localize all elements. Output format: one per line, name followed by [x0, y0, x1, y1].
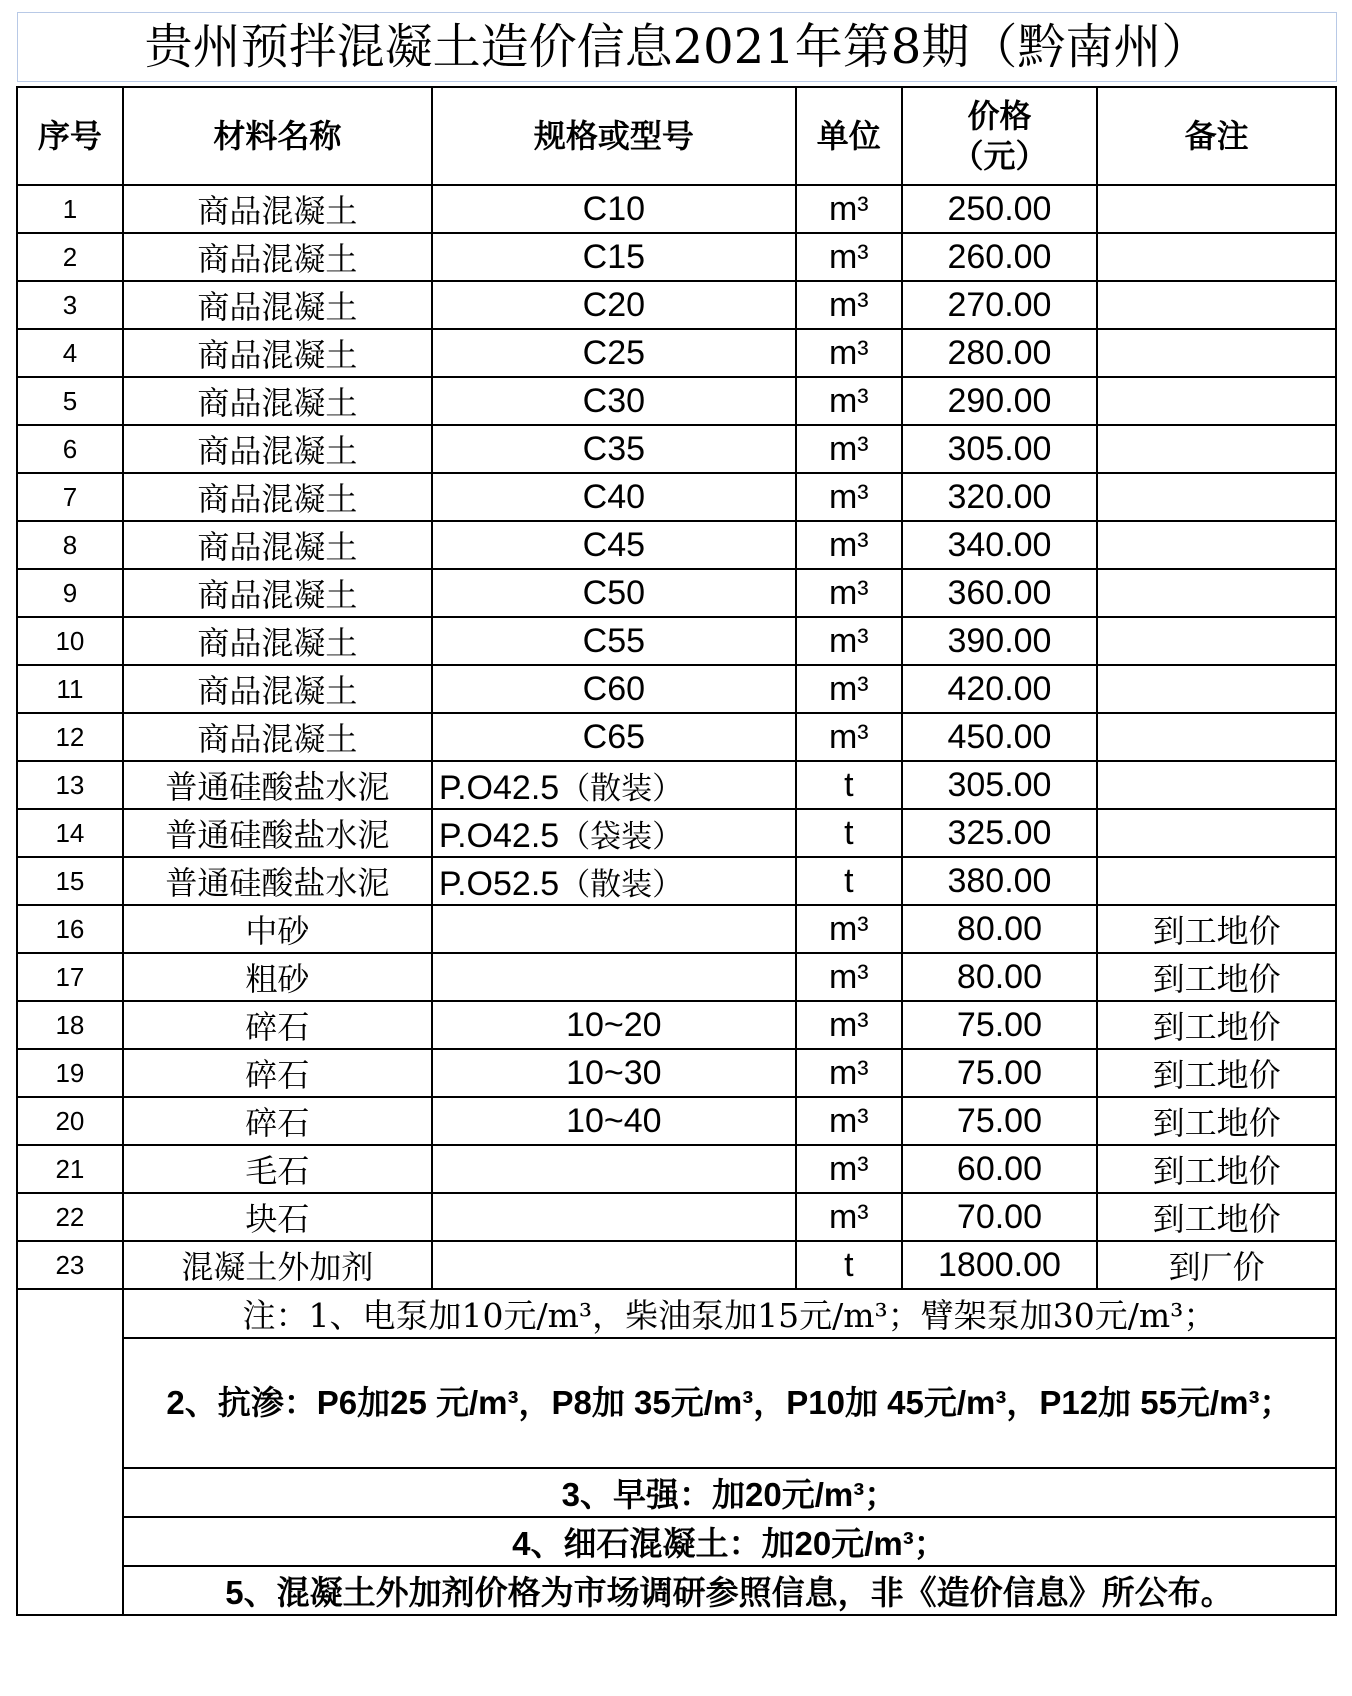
row-spec: C55 [432, 617, 796, 665]
header-name: 材料名称 [123, 87, 432, 185]
table-row [17, 617, 1336, 665]
row-note [1097, 377, 1336, 425]
row-spec: C15 [432, 233, 796, 281]
row-note [1097, 521, 1336, 569]
row-price: 305.00 [902, 425, 1098, 473]
row-unit: t [796, 1241, 902, 1289]
header-note: 备注 [1097, 87, 1336, 185]
row-material-name: 商品混凝土 [123, 569, 432, 617]
table-row [17, 857, 1336, 905]
row-no: 13 [17, 761, 123, 809]
row-no: 11 [17, 665, 123, 713]
row-no: 12 [17, 713, 123, 761]
row-unit: m³ [796, 1001, 902, 1049]
row-material-name: 混凝土外加剂 [123, 1241, 432, 1289]
table-row [17, 1193, 1336, 1241]
row-price: 260.00 [902, 233, 1098, 281]
row-unit: m³ [796, 473, 902, 521]
row-no: 23 [17, 1241, 123, 1289]
table-row [17, 1001, 1336, 1049]
row-spec [432, 857, 796, 905]
row-unit: m³ [796, 425, 902, 473]
table-row [17, 377, 1336, 425]
note-1: 注：1、电泵加10元/m³，柴油泵加15元/m³；臂架泵加30元/m³； [123, 1289, 1336, 1338]
row-material-name: 商品混凝土 [123, 617, 432, 665]
table-row [17, 1145, 1336, 1193]
table-row [17, 713, 1336, 761]
price-table [16, 86, 1337, 1616]
row-note: 到工地价 [1097, 1049, 1336, 1097]
row-no: 14 [17, 809, 123, 857]
row-note [1097, 857, 1336, 905]
row-spec-packing: （散装） [559, 770, 684, 807]
row-note: 到工地价 [1097, 1145, 1336, 1193]
row-note [1097, 233, 1336, 281]
row-price: 280.00 [902, 329, 1098, 377]
row-note [1097, 329, 1336, 377]
row-unit: m³ [796, 617, 902, 665]
row-unit: m³ [796, 665, 902, 713]
table-row [17, 521, 1336, 569]
row-unit: m³ [796, 1049, 902, 1097]
row-material-name: 碎石 [123, 1049, 432, 1097]
row-note: 到工地价 [1097, 1193, 1336, 1241]
row-spec: C60 [432, 665, 796, 713]
row-no: 22 [17, 1193, 123, 1241]
row-unit: m³ [796, 953, 902, 1001]
row-spec [432, 905, 796, 953]
row-no: 9 [17, 569, 123, 617]
row-material-name: 商品混凝土 [123, 521, 432, 569]
row-price: 1800.00 [902, 1241, 1098, 1289]
row-material-name: 毛石 [123, 1145, 432, 1193]
row-spec: 10~30 [432, 1049, 796, 1097]
row-material-name: 商品混凝土 [123, 713, 432, 761]
row-price: 360.00 [902, 569, 1098, 617]
table-row [17, 569, 1336, 617]
row-unit: t [796, 809, 902, 857]
row-price: 390.00 [902, 617, 1098, 665]
table-row [17, 665, 1336, 713]
row-spec-grade: P.O42.5 [438, 768, 560, 807]
row-spec: 10~40 [432, 1097, 796, 1145]
row-no: 21 [17, 1145, 123, 1193]
table-row [17, 1097, 1336, 1145]
row-spec [432, 809, 796, 857]
header-price-line2: （元） [951, 137, 1048, 175]
table-row [17, 809, 1336, 857]
table-body [17, 185, 1336, 1289]
row-price: 340.00 [902, 521, 1098, 569]
header-price-line1: 价格 [967, 97, 1032, 135]
row-price: 420.00 [902, 665, 1098, 713]
row-spec [432, 1241, 796, 1289]
row-spec-grade: P.O42.5 [438, 816, 560, 855]
row-unit: m³ [796, 1097, 902, 1145]
row-material-name: 块石 [123, 1193, 432, 1241]
table-row [17, 761, 1336, 809]
header-no: 序号 [17, 87, 123, 185]
notes-blank-cell [17, 1289, 123, 1615]
row-spec: C45 [432, 521, 796, 569]
row-price: 75.00 [902, 1097, 1098, 1145]
row-no: 2 [17, 233, 123, 281]
row-price: 250.00 [902, 185, 1098, 233]
row-note [1097, 617, 1336, 665]
row-note [1097, 473, 1336, 521]
row-price: 325.00 [902, 809, 1098, 857]
table-row [17, 473, 1336, 521]
row-spec: 10~20 [432, 1001, 796, 1049]
header-row [17, 87, 1336, 185]
row-spec [432, 1193, 796, 1241]
row-price: 305.00 [902, 761, 1098, 809]
row-spec: C65 [432, 713, 796, 761]
row-spec [432, 953, 796, 1001]
row-spec-packing: （散装） [559, 866, 684, 903]
row-spec: C10 [432, 185, 796, 233]
row-unit: m³ [796, 185, 902, 233]
row-spec [432, 761, 796, 809]
notes-section [17, 1289, 1336, 1615]
row-no: 17 [17, 953, 123, 1001]
row-price: 70.00 [902, 1193, 1098, 1241]
row-material-name: 商品混凝土 [123, 185, 432, 233]
row-unit: m³ [796, 377, 902, 425]
row-note [1097, 809, 1336, 857]
row-material-name: 商品混凝土 [123, 233, 432, 281]
row-unit: m³ [796, 329, 902, 377]
row-no: 3 [17, 281, 123, 329]
table-row [17, 953, 1336, 1001]
row-note: 到工地价 [1097, 1001, 1336, 1049]
table-row [17, 329, 1336, 377]
row-note: 到工地价 [1097, 905, 1336, 953]
row-spec: C40 [432, 473, 796, 521]
row-material-name: 商品混凝土 [123, 425, 432, 473]
row-material-name: 商品混凝土 [123, 281, 432, 329]
note-3: 3、早强：加20元/m³； [123, 1468, 1336, 1517]
table-row [17, 185, 1336, 233]
row-spec: C50 [432, 569, 796, 617]
table-row [17, 425, 1336, 473]
row-no: 20 [17, 1097, 123, 1145]
header-price [902, 87, 1098, 185]
row-material-name: 中砂 [123, 905, 432, 953]
row-material-name: 商品混凝土 [123, 665, 432, 713]
sheet-title: 贵州预拌混凝土造价信息2021年第8期（黔南州） [17, 12, 1337, 82]
row-no: 16 [17, 905, 123, 953]
row-note [1097, 569, 1336, 617]
table-row [17, 1241, 1336, 1289]
row-price: 290.00 [902, 377, 1098, 425]
row-note: 到工地价 [1097, 1097, 1336, 1145]
row-material-name: 普通硅酸盐水泥 [123, 761, 432, 809]
row-no: 10 [17, 617, 123, 665]
table-row [17, 1049, 1336, 1097]
row-unit: m³ [796, 521, 902, 569]
row-spec: C35 [432, 425, 796, 473]
row-note: 到工地价 [1097, 953, 1336, 1001]
table-row [17, 905, 1336, 953]
row-unit: m³ [796, 1145, 902, 1193]
row-unit: m³ [796, 905, 902, 953]
row-no: 1 [17, 185, 123, 233]
row-no: 8 [17, 521, 123, 569]
row-price: 75.00 [902, 1049, 1098, 1097]
row-price: 60.00 [902, 1145, 1098, 1193]
row-note [1097, 761, 1336, 809]
row-material-name: 商品混凝土 [123, 377, 432, 425]
row-material-name: 商品混凝土 [123, 329, 432, 377]
row-spec: C25 [432, 329, 796, 377]
row-no: 19 [17, 1049, 123, 1097]
note-2: 2、抗渗：P6加25 元/m³，P8加 35元/m³，P10加 45元/m³，P12加 55元/m³； [123, 1338, 1336, 1468]
row-spec [432, 1145, 796, 1193]
row-no: 18 [17, 1001, 123, 1049]
row-unit: m³ [796, 713, 902, 761]
row-note [1097, 713, 1336, 761]
row-price: 320.00 [902, 473, 1098, 521]
row-note [1097, 665, 1336, 713]
row-note [1097, 281, 1336, 329]
row-note: 到厂价 [1097, 1241, 1336, 1289]
row-unit: m³ [796, 569, 902, 617]
note-4: 4、细石混凝土：加20元/m³； [123, 1517, 1336, 1566]
header-unit: 单位 [796, 87, 902, 185]
table-row [17, 233, 1336, 281]
row-price: 80.00 [902, 905, 1098, 953]
row-price: 450.00 [902, 713, 1098, 761]
row-spec: C20 [432, 281, 796, 329]
row-price: 380.00 [902, 857, 1098, 905]
row-material-name: 普通硅酸盐水泥 [123, 857, 432, 905]
row-price: 270.00 [902, 281, 1098, 329]
row-spec-grade: P.O52.5 [438, 864, 560, 903]
row-no: 15 [17, 857, 123, 905]
row-note [1097, 185, 1336, 233]
row-unit: m³ [796, 1193, 902, 1241]
row-material-name: 粗砂 [123, 953, 432, 1001]
row-material-name: 商品混凝土 [123, 473, 432, 521]
row-unit: m³ [796, 233, 902, 281]
row-price: 75.00 [902, 1001, 1098, 1049]
row-unit: t [796, 857, 902, 905]
row-no: 4 [17, 329, 123, 377]
row-material-name: 普通硅酸盐水泥 [123, 809, 432, 857]
row-no: 5 [17, 377, 123, 425]
row-spec: C30 [432, 377, 796, 425]
table-row [17, 281, 1336, 329]
header-spec: 规格或型号 [432, 87, 796, 185]
row-unit: t [796, 761, 902, 809]
row-no: 7 [17, 473, 123, 521]
note-5: 5、混凝土外加剂价格为市场调研参照信息，非《造价信息》所公布。 [123, 1566, 1336, 1615]
row-no: 6 [17, 425, 123, 473]
row-spec-packing: （袋装） [559, 818, 684, 855]
row-price: 80.00 [902, 953, 1098, 1001]
row-unit: m³ [796, 281, 902, 329]
row-note [1097, 425, 1336, 473]
row-material-name: 碎石 [123, 1001, 432, 1049]
row-material-name: 碎石 [123, 1097, 432, 1145]
